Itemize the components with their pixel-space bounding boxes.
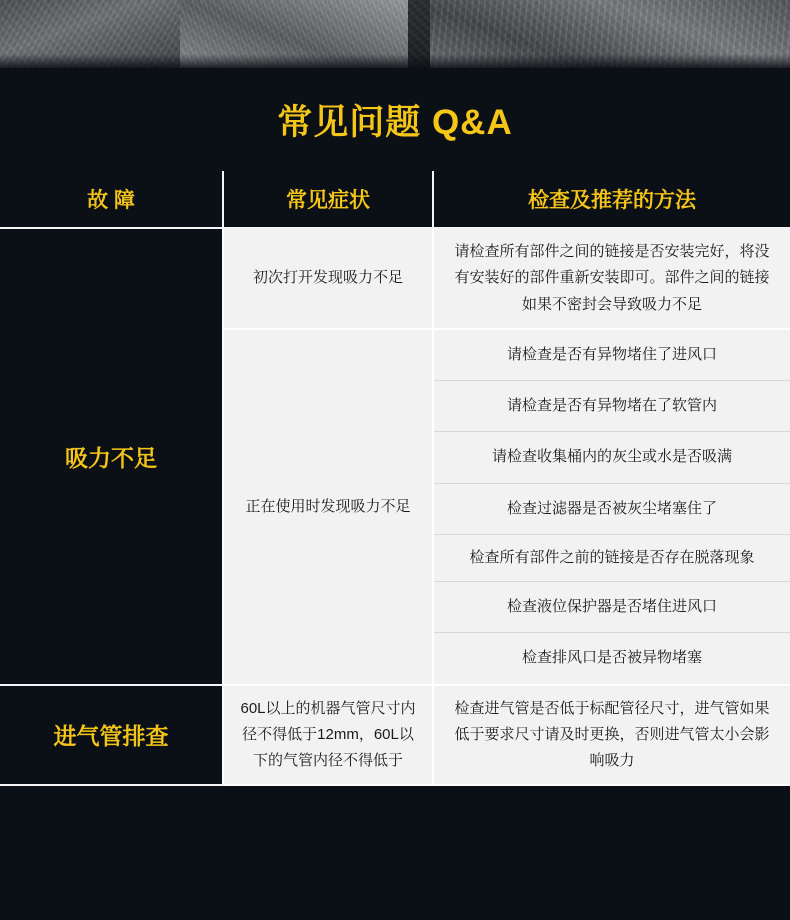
column-header-symptom: 常见症状	[223, 171, 433, 228]
method-cell-inuse-4: 检查过滤器是否被灰尘堵塞住了	[433, 483, 790, 534]
column-header-fault: 故 障	[0, 171, 223, 228]
category-cell-intake: 进气管排查	[0, 685, 223, 786]
table-header-row	[0, 171, 790, 228]
method-cell-inuse-3: 请检查收集桶内的灰尘或水是否吸满	[433, 432, 790, 483]
symptom-cell-initial: 初次打开发现吸力不足	[223, 228, 433, 329]
method-cell-inuse-1: 请检查是否有异物堵住了进风口	[433, 329, 790, 381]
banner-fade	[0, 54, 790, 68]
page-title-container	[0, 68, 790, 171]
page-title: 常见问题 Q&A	[277, 102, 513, 142]
method-cell-initial-1: 请检查所有部件之间的链接是否安装完好，将没有安装好的部件重新安装即可。部件之间的链接如果不密封会导致吸力不足	[433, 228, 790, 329]
stone-texture-banner	[0, 0, 790, 68]
method-cell-inuse-6: 检查液位保护器是否堵住进风口	[433, 582, 790, 633]
method-cell-inuse-2: 请检查是否有异物堵在了软管内	[433, 381, 790, 432]
method-cell-inuse-5: 检查所有部件之前的链接是否存在脱落现象	[433, 534, 790, 581]
table-row	[0, 685, 790, 786]
symptom-cell-intake: 60L以上的机器气管尺寸内径不得低于12mm，60L以下的气管内径不得低于	[223, 685, 433, 786]
method-cell-inuse-7: 检查排风口是否被异物堵塞	[433, 633, 790, 685]
symptom-cell-in-use: 正在使用时发现吸力不足	[223, 329, 433, 685]
method-cell-intake-1: 检查进气管是否低于标配管径尺寸，进气管如果低于要求尺寸请及时更换，否则进气管太小会影响吸力	[433, 685, 790, 786]
table-row	[0, 228, 790, 329]
column-header-method: 检查及推荐的方法	[433, 171, 790, 228]
category-cell-suction: 吸力不足	[0, 228, 223, 685]
faq-table	[0, 171, 790, 786]
